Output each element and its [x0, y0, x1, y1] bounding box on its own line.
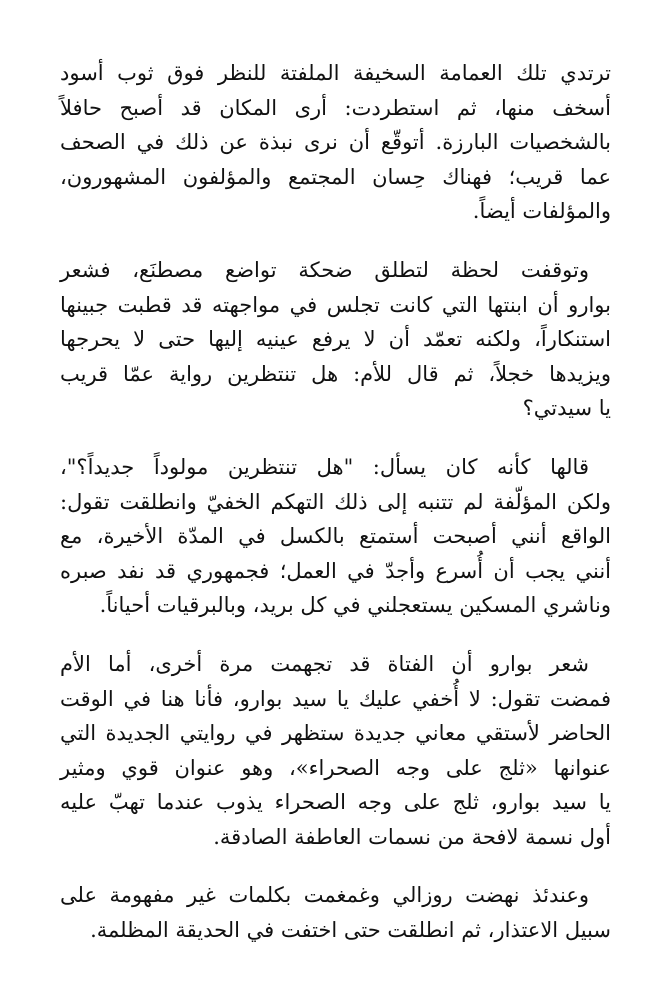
text-line: يا سيد بوارو، ثلج على وجه الصحراء يذوب عندما تهبّ عليه [60, 790, 611, 815]
text-line: بوارو أن ابنتها التي كانت تجلس في مواجهته قد قطبت جبينها [60, 292, 611, 317]
text-line: وتوقفت لحظة لتطلق ضحكة تواضع مصطنَع، فشعر [60, 257, 589, 282]
text-line: بالشخصيات البارزة. أتوقّع أن نرى نبذة عن ذلك في الصحف [60, 130, 611, 155]
text-line: أنني يجب أن أُسرع وأجدّ في العمل؛ فجمهوري قد نفد صبره [60, 558, 611, 583]
text-line: الحاضر لأستقي معاني جديدة ستظهر في روايتي الجديدة التي [60, 721, 611, 746]
text-line: والمؤلفات أيضاً. [472, 199, 611, 224]
text-line: فمضت تقول: لا أُخفي عليك يا سيد بوارو، فأنا هنا في الوقت [60, 686, 611, 711]
text-line: ويزيدها خجلاً، ثم قال للأم: هل تنتظرين رواية عمّا قريب [60, 361, 611, 386]
text-line: قالها كأنه كان يسأل: "هل تنتظرين مولوداً جديداً؟"، [60, 454, 589, 479]
paragraph-4 [60, 647, 611, 855]
paragraph-1 [60, 56, 611, 229]
text-line: وناشري المسكين يستعجلني في كل بريد، وبالبرقيات أحياناً. [99, 593, 611, 618]
text-line: سبيل الاعتذار، ثم انطلقت حتى اختفت في الحديقة المظلمة. [90, 918, 611, 943]
text-line: شعر بوارو أن الفتاة قد تجهمت مرة أخرى، أما الأم [60, 651, 589, 676]
text-line: عنوانها «ثلج على وجه الصحراء»، وهو عنوان قوي ومثير [60, 755, 611, 780]
paragraph-2 [60, 253, 611, 426]
text-line: عما قريب؛ فهناك حِسان المجتمع والمؤلفون المشهورون، [60, 164, 611, 189]
text-line: استنكاراً، ولكنه تعمّد أن لا يرفع عينيه إليها حتى لا يحرجها [60, 327, 611, 352]
text-line: ولكن المؤلّفة لم تتنبه إلى ذلك التهكم الخفيّ وانطلقت تقول: [60, 489, 611, 514]
paragraph-3 [60, 450, 611, 623]
text-line: ترتدي تلك العمامة السخيفة الملفتة للنظر فوق ثوب أسود [60, 61, 611, 85]
text-line: أسخف منها، ثم استطردت: أرى المكان قد أصبح حافلاً [60, 95, 611, 120]
text-line: يا سيدتي؟ [522, 396, 611, 421]
text-line: أول نسمة لافحة من نسمات العاطفة الصادقة. [213, 824, 611, 849]
paragraph-5 [60, 878, 611, 947]
text-line: الواقع أنني أصبحت أستمتع بالكسل في المدّة الأخيرة، مع [60, 524, 611, 549]
text-line: وعندئذ نهضت روزالي وغمغمت بكلمات غير مفهومة على [60, 883, 589, 908]
